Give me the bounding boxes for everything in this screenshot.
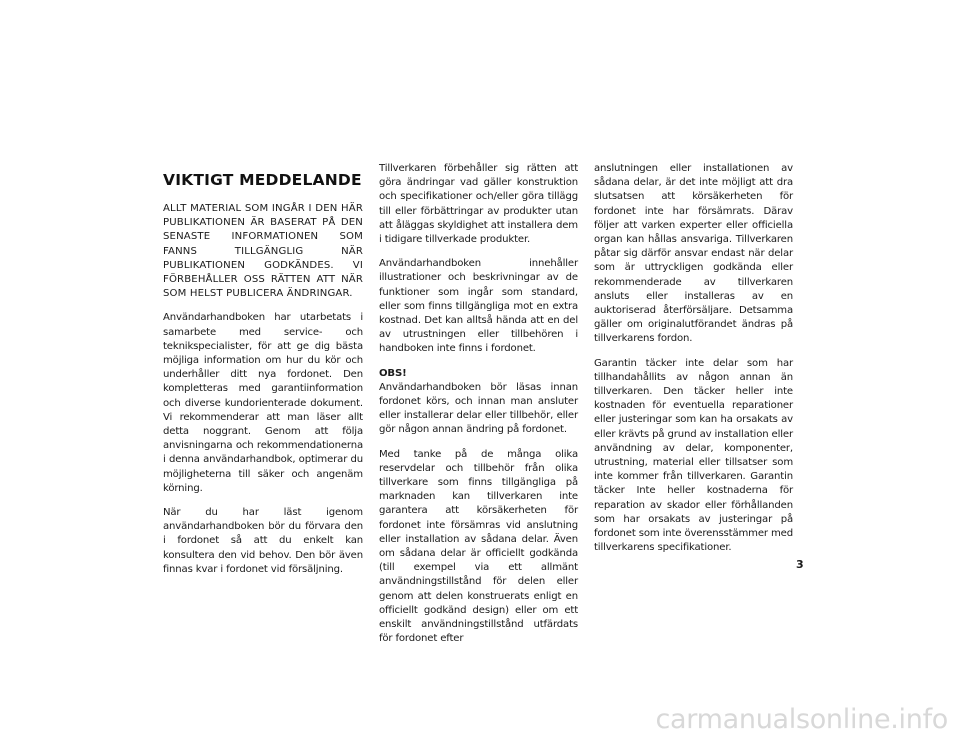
column-2 bbox=[379, 162, 578, 657]
warranty-paragraph: Garantin täcker inte delar som har tillhandahållits av någon annan än tillverkaren. Den täcker heller inte kostnaden för eventuella reparationer eller justeringar som kan ha orsakats av eller krävts på grund av installation eller användning av delar, komponenter, utrustning, material eller tillsatser som inte kommer från tillverkaren. Garantin täcker Inte heller kostnaderna för reparation av skador eller förhållanden som har orsakats av justeringar på fordonet som inte överensstämmer med tillverkarens specifikationer. bbox=[594, 357, 793, 554]
column-1 bbox=[163, 170, 363, 587]
modifications-paragraph: Tillverkaren förbehåller sig rätten att göra ändringar vad gäller konstruktion och specifikationer och/eller göra tillägg till eller förbättringar av produkter utan att åläggas skyldighet att installera dem i tidigare tillverkade produkter. bbox=[379, 163, 578, 246]
intro-paragraph: Användarhandboken har utarbetats i samarbete med service- och teknikspecialister, för att ge dig bästa möjliga information om hur du kör och underhåller ditt nya fordonet. Den kompletteras med garantiinformation och diverse kundorienterade dokument. Vi rekommenderar att man läser allt detta noggrant. Genom att följa anvisningarna och rekommendationerna i denna användarhandbok, optimerar du möjligheterna till säker och angenäm körning. bbox=[163, 312, 363, 494]
column-3 bbox=[594, 162, 793, 565]
page-number: 3 bbox=[796, 558, 804, 571]
obs-heading: OBS! bbox=[379, 367, 407, 379]
equipment-paragraph: Användarhandboken innehåller illustrationer och beskrivningar av de funktioner som ingår som standard, eller som finns tillgängliga mot en extra kostnad. Det kan alltså hända att en del av utrustningen eller tillbehören i handboken inte finns i fordonet. bbox=[379, 258, 578, 355]
notice-caps: ALLT MATERIAL SOM INGÅR I DEN HÄR PUBLIKATIONEN ÄR BASERAT PÅ DEN SENASTE INFORMATIONEN SOM FANNS TILLGÄNGLIG NÄR PUBLIKATIONEN GODKÄNDES. VI FÖRBEHÅLLER OSS RÄTTEN ATT NÄR SOM HELST PUBLICERA ÄNDRINGAR. bbox=[163, 203, 363, 300]
obs-note bbox=[379, 367, 578, 438]
safety-paragraph: anslutningen eller installationen av sådana delar, är det inte möjligt att dra slutsatsen att körsäkerheten för fordonet inte har försämrats. Därav följer att varken experter eller officiella organ kan hållas ansvariga. Tillverkaren påtar sig därför ansvar endast när delar som är uttryckligen godkända eller rekommenderade av tillverkaren ansluts eller installeras av en auktoriserad återförsäljare. Detsamma gäller om originalutförandet ändras på tillverkarens fordon. bbox=[594, 163, 793, 345]
parts-paragraph: Med tanke på de många olika reservdelar och tillbehör från olika tillverkare som finns tillgängliga på marknaden kan tillverkaren inte garantera att körsäkerheten för fordonet inte försämras vid anslutning eller installation av sådana delar. Även om sådana delar är officiellt godkända (till exempel via ett allmänt användningstillstånd för delen eller genom att delen konstruerats enligt en officiellt godkänd design) eller om ett enskilt användningstillstånd utfärdats för fordonet efter bbox=[379, 448, 578, 645]
watermark: carmanualsonline.info bbox=[655, 704, 948, 735]
storage-paragraph: När du har läst igenom användarhandboken bör du förvara den i fordonet så att du enkelt kan konsultera den vid behov. Den bör även finnas kvar i fordonet vid försäljning. bbox=[163, 507, 363, 575]
obs-text: Användarhandboken bör läsas innan fordonet körs, och innan man ansluter eller installerar delar eller tillbehör, eller gör någon annan ändring på fordonet. bbox=[379, 381, 578, 436]
section-title: VIKTIGT MEDDELANDE bbox=[163, 171, 362, 189]
